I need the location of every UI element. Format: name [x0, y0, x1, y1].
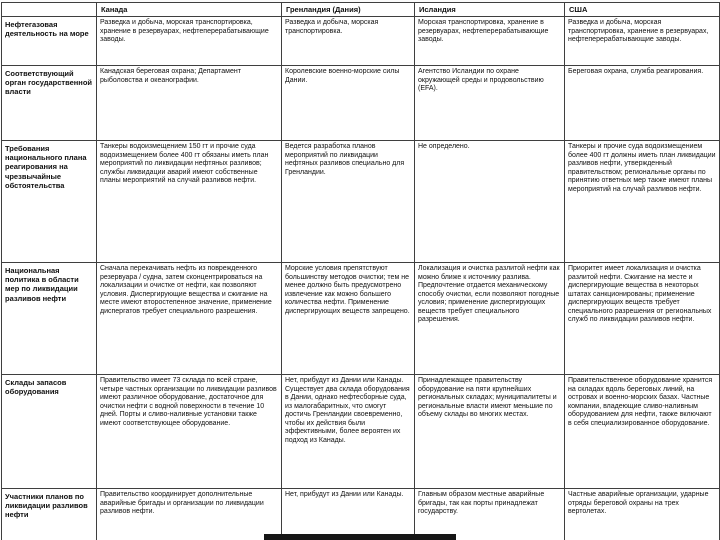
table-cell: Локализация и очистка разлитой нефти как можно ближе к источнику разлива. Предпочтение отдается механическому способу очистки, если позволяют погодные условия; применение диспергирующих веществ требует специального разрешения.: [415, 263, 565, 375]
table-cell: Разведка и добыча, морская транспортировка, хранение в резервуарах, нефтеперерабатывающие заводы.: [565, 17, 720, 66]
row-header: Склады запасов оборудования: [2, 375, 97, 489]
table-cell: Танкеры водоизмещением 150 гт и прочие суда водоизмещением более 400 гт обязаны иметь план мероприятий по ликвидации нефтяных разливов; службы ликвидации аварий имеют собственные планы мероприятий на случай разливов нефти.: [97, 141, 282, 263]
table-cell: Частные аварийные организации, ударные отряды береговой охраны на трех вертолетах.: [565, 489, 720, 540]
row-header: Требования национального плана реагирования на чрезвычайные обстоятельства: [2, 141, 97, 263]
row-header: Нефтегазовая деятельность на море: [2, 17, 97, 66]
table-row: [2, 17, 720, 66]
row-header: Участники планов по ликвидации разливов нефти: [2, 489, 97, 540]
table-cell: Ведется разработка планов мероприятий по ликвидации нефтяных разливов специально для Гренландии.: [282, 141, 415, 263]
table-cell: Правительство координирует дополнительные аварийные бригады и организации по ликвидации разливов нефти.: [97, 489, 282, 540]
table-cell: Агентство Исландии по охране окружающей среды и продовольствию (EFA).: [415, 66, 565, 141]
table-cell: Танкеры и прочие суда водоизмещением более 400 гт должны иметь план ликвидации разливов нефти, утвержденный правительством; региональные органы по принятию ответных мер также имеют планы мероприятий на случай разливов нефти.: [565, 141, 720, 263]
slide: [0, 2, 720, 540]
column-header-usa: США: [565, 3, 720, 17]
bottom-media-bar: [264, 534, 456, 540]
table-cell: Нет, прибудут из Дании или Канады. Существует два склада оборудования в Дании, однако нефтесборные суда, из малогабаритных, что смогут достичь Гренландии своевременно, чтобы их действия были эффективными, более вероятен их подход из Канады.: [282, 375, 415, 489]
table-cell: Принадлежащее правительству оборудование на пяти крупнейших региональных складах; муниципалитеты и региональные власти имеют меньшие по объему склады во многих местах.: [415, 375, 565, 489]
table-row: [2, 66, 720, 141]
table-cell: Морские условия препятствуют большинству методов очистки; тем не менее должно быть предусмотрено извлечение как можно большего количества нефти. Применение диспергирующих веществ запрещено.: [282, 263, 415, 375]
table-row: [2, 263, 720, 375]
table-cell: Разведка и добыча, морская транспортировка, хранение в резервуарах, нефтеперерабатывающие заводы.: [97, 17, 282, 66]
table-row: [2, 489, 720, 540]
comparison-table: [1, 2, 720, 540]
column-header-iceland: Исландия: [415, 3, 565, 17]
column-header-empty: [2, 3, 97, 17]
row-header: Национальная политика в области мер по ликвидации разливов нефти: [2, 263, 97, 375]
table-cell: Канадская береговая охрана; Департамент рыболовства и океанографии.: [97, 66, 282, 141]
column-header-greenland: Гренландия (Дания): [282, 3, 415, 17]
table-cell: Приоритет имеет локализация и очистка разлитой нефти. Сжигание на месте и диспергирующие вещества в некоторых штатах санкционированы; применение диспергирующих веществ требует специального разрешения от региональных служб по ликвидации разливов нефти.: [565, 263, 720, 375]
table-cell: Разведка и добыча, морская транспортировка.: [282, 17, 415, 66]
table-row: [2, 375, 720, 489]
table-cell: Не определено.: [415, 141, 565, 263]
table-row: [2, 141, 720, 263]
table-cell: Королевские военно-морские силы Дании.: [282, 66, 415, 141]
table-cell: Береговая охрана, служба реагирования.: [565, 66, 720, 141]
table-cell: Сначала перекачивать нефть из поврежденного резервуара / судна, затем сконцентрироваться на локализации и очистке от нефти, как позволяют условия. Диспергирующие вещества и сжигание на месте имеют второстепенное значение, применение диспергатов требует специального разрешения.: [97, 263, 282, 375]
column-header-canada: Канада: [97, 3, 282, 17]
header-row: [2, 3, 720, 17]
table-cell: Нет, прибудут из Дании или Канады.: [282, 489, 415, 540]
table-cell: Правительство имеет 73 склада по всей стране, четыре частных организации по ликвидации разливов имеют различное оборудование, достаточное для очистки нефти с водной поверхности в течение 10 дней. Порты и сливо-наливные установки также имеют соответствующее оборудование.: [97, 375, 282, 489]
table-cell: Морская транспортировка, хранение в резервуарах, нефтеперерабатывающие заводы.: [415, 17, 565, 66]
table-cell: Главным образом местные аварийные бригады, так как порты принадлежат государству.: [415, 489, 565, 540]
row-header: Соответствующий орган государственной власти: [2, 66, 97, 141]
table-cell: Правительственное оборудование хранится на складах вдоль береговых линий, на островах и военно-морских базах. Частные компании, владеющие сливо-наливным оборудованием для нефти, также включают в себя специализированное оборудование.: [565, 375, 720, 489]
